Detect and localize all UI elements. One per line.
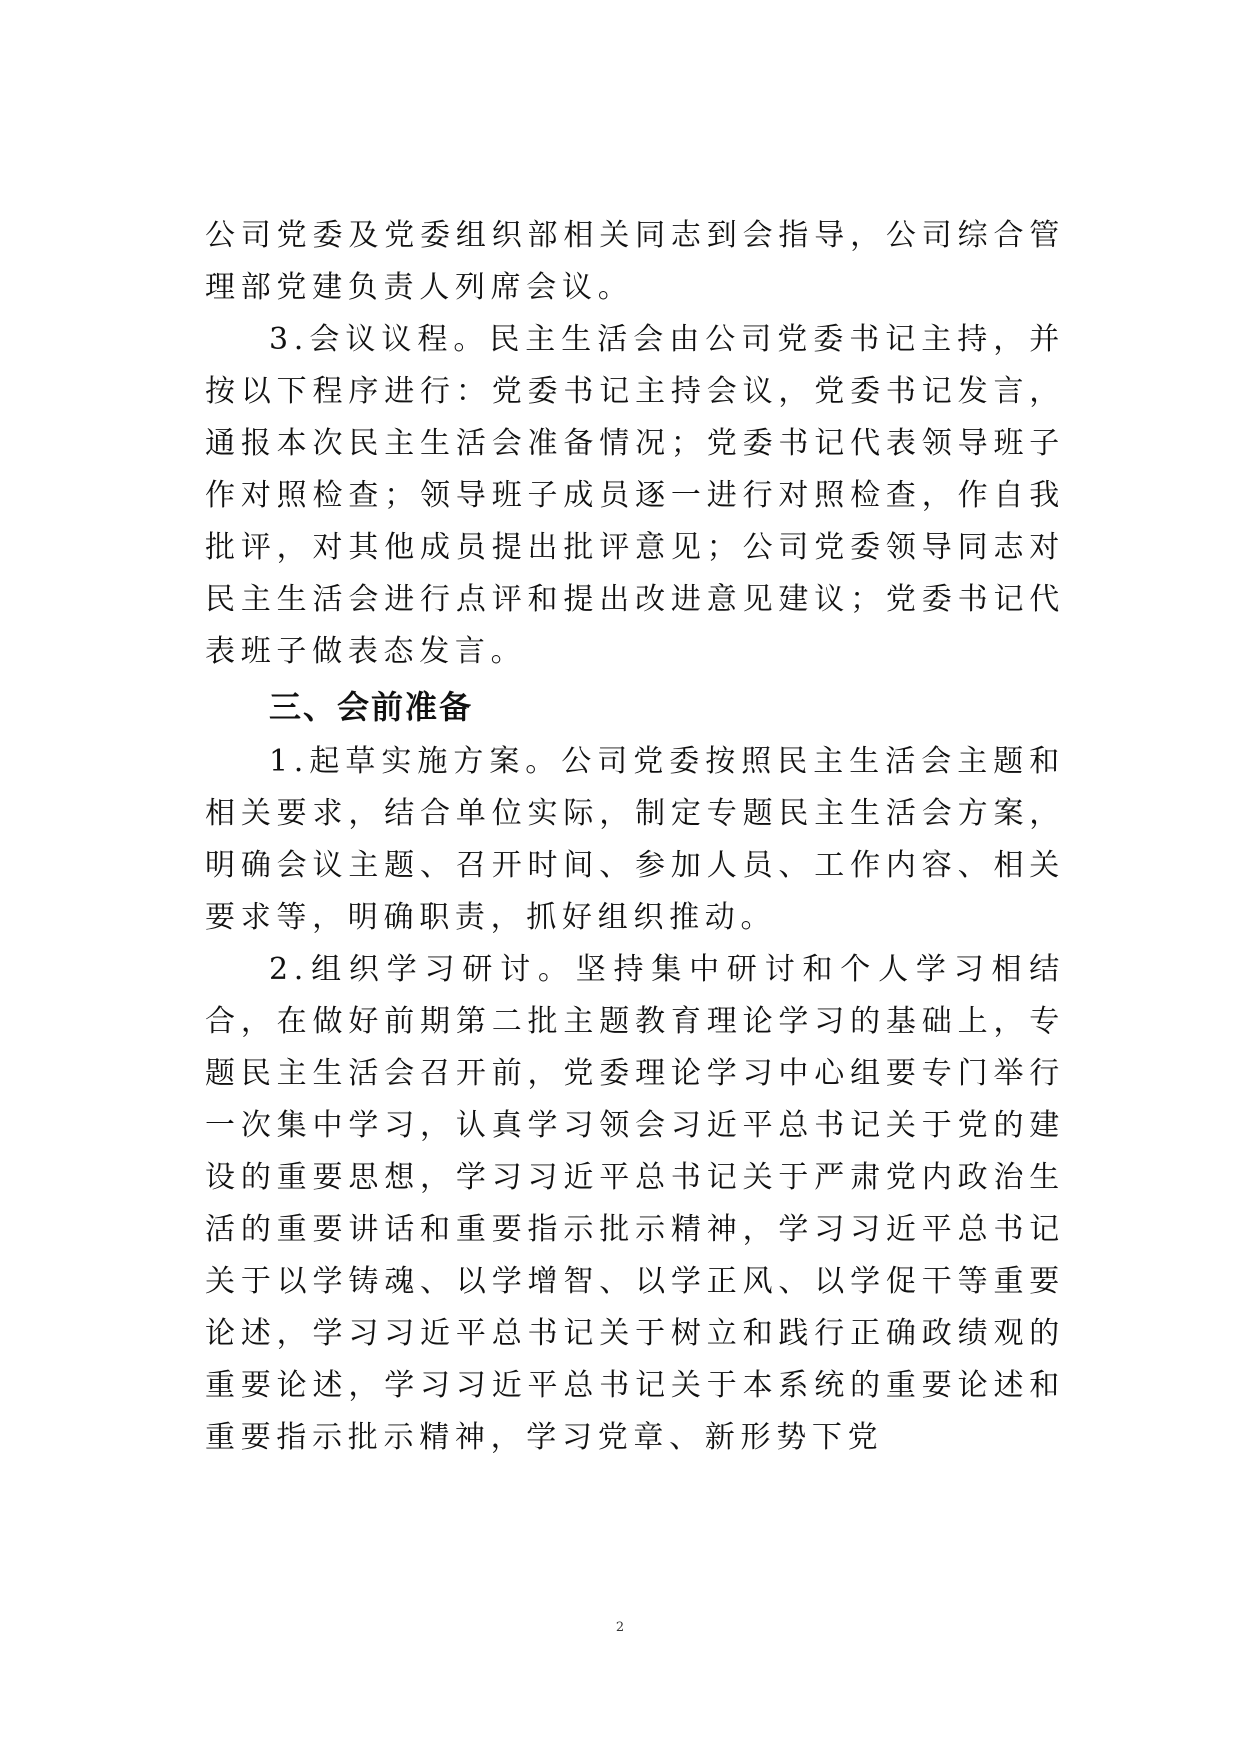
paragraph-meeting-agenda: 3.会议议程。民主生活会由公司党委书记主持，并按以下程序进行：党委书记主持会议，党委书记发言，通报本次民主生活会准备情况；党委书记代表领导班子作对照检查；领导班子成员逐一进行对照检查，作自我批评，对其他成员提出批评意见；公司党委领导同志对民主生活会进行点评和提出改进意见建议；党委书记代表班子做表态发言。 <box>205 322 1065 669</box>
section-heading-preparation: 三、会前准备 <box>269 688 474 726</box>
page-number: 2 <box>615 1620 625 1635</box>
paragraph-study-discussion: 2.组织学习研讨。坚持集中研讨和个人学习相结合，在做好前期第二批主题教育理论学习的基础上，专题民主生活会召开前，党委理论学习中心组要专门举行一次集中学习，认真学习领会习近平总书记关于党的建设的重要思想，学习习近平总书记关于严肃党内政治生活的重要讲话和重要指示批示精神，学习习近平总书记关于以学铸魂、以学增智、以学正风、以学促干等重要论述，学习习近平总书记关于树立和践行正确政绩观的重要论述，学习习近平总书记关于本系统的重要论述和重要指示批示精神，学习党章、新形势下党 <box>205 952 1065 1455</box>
paragraph-attendance: 公司党委及党委组织部相关同志到会指导，公司综合管理部党建负责人列席会议。 <box>205 218 1065 305</box>
paragraph-drafting-plan: 1.起草实施方案。公司党委按照民主生活会主题和相关要求，结合单位实际，制定专题民主生活会方案，明确会议主题、召开时间、参加人员、工作内容、相关要求等，明确职责，抓好组织推动。 <box>205 744 1065 935</box>
document-body <box>205 210 1065 1464</box>
